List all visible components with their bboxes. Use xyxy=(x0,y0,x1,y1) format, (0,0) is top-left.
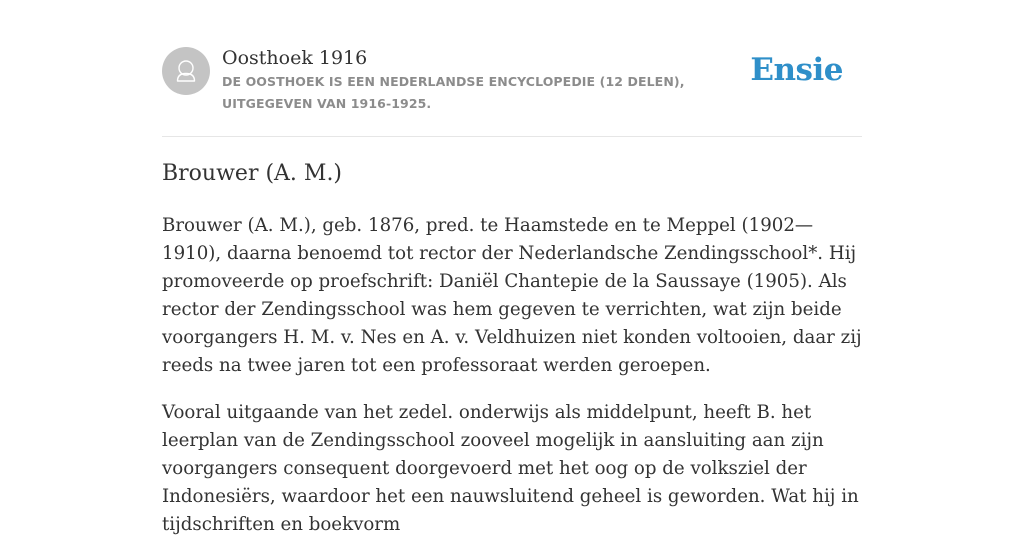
article-paragraph: Brouwer (A. M.), geb. 1876, pred. te Haamstede en te Meppel (1902—1910), daarna benoemd tot rector der Nederlandsche Zendingsschool*. Hij promoveerde op proefschrift: Daniël Chantepie de la Saussaye (1905). Als rector der Zendingsschool was hem gegeven te verrichten, wat zijn beide voorgangers H. M. v. Nes en A. v. Veldhuizen niet konden voltooien, daar zij reeds na twee jaren tot een professoraat werden geroepen. xyxy=(162,215,862,376)
article-title: Brouwer (A. M.) xyxy=(162,161,343,186)
ensie-logo[interactable]: Ensie xyxy=(750,52,843,88)
avatar xyxy=(162,47,210,95)
article-paragraph: Vooral uitgaande van het zedel. onderwijs als middelpunt, heeft B. het leerplan van de Zendingsschool zooveel mogelijk in aansluiting aan zijn voorgangers consequent doorgevoerd met het oog op de volksziel der Indonesiërs, waardoor het een nauwsluitend geheel is geworden. Wat hij in tijdschriften en boekvorm xyxy=(162,402,859,535)
user-icon xyxy=(162,47,210,95)
source-description: DE OOSTHOEK IS EEN NEDERLANDSE ENCYCLOPEDIE (12 DELEN), UITGEGEVEN VAN 1916-1925. xyxy=(222,74,685,111)
article-body xyxy=(162,212,867,558)
source-name[interactable]: Oosthoek 1916 xyxy=(222,47,368,69)
source-header xyxy=(162,46,862,137)
